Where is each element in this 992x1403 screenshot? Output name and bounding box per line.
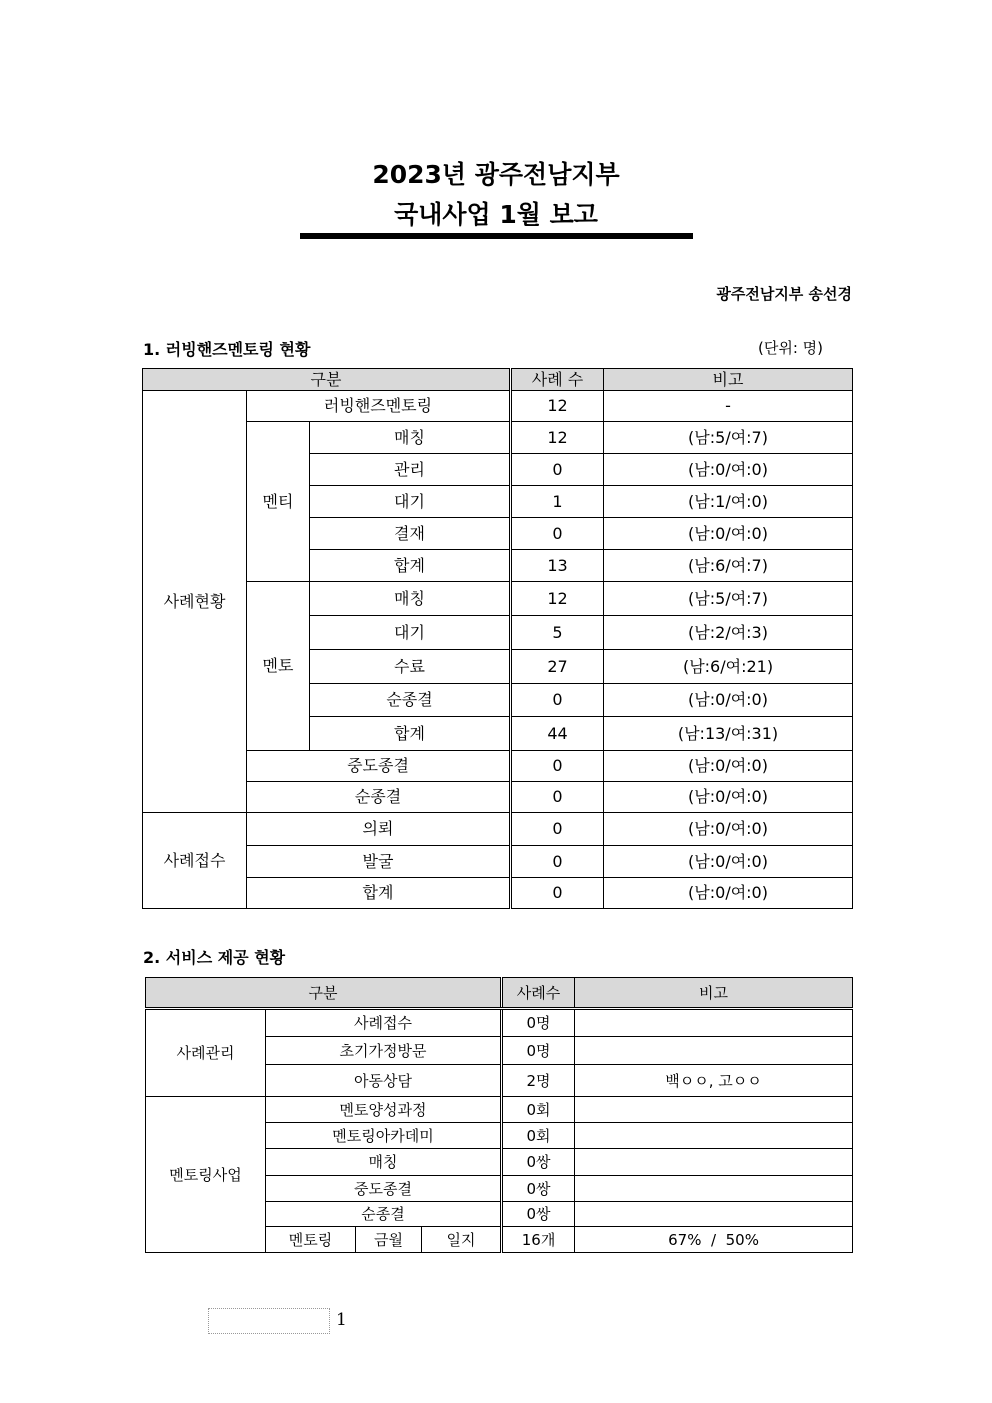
document-title-line1: 2023년 광주전남지부: [372, 160, 620, 189]
journal-label-month: 금월: [356, 1227, 422, 1253]
author: 광주전남지부 송선경: [716, 285, 852, 303]
row-note: (남:0/여:0): [604, 751, 853, 782]
row-label: 매칭: [310, 422, 511, 454]
row-count: 0쌍: [502, 1176, 575, 1202]
row-note: [575, 1176, 853, 1202]
row-label: 중도종결: [266, 1176, 502, 1202]
header-note: 비고: [604, 369, 853, 391]
group-case-status: 사례현황: [143, 391, 247, 813]
row-count: 16개: [502, 1227, 575, 1253]
row-count: 0: [511, 813, 604, 846]
table-header-row: [146, 978, 853, 1009]
row-label: 초기가정방문: [266, 1037, 502, 1065]
journal-label-mentoring: 멘토링: [266, 1227, 356, 1253]
row-note: (남:0/여:0): [604, 684, 853, 717]
header-count: 사례 수: [511, 369, 604, 391]
row-count: 2명: [502, 1065, 575, 1097]
row-label: 대기: [310, 616, 511, 650]
row-note: 67% / 50%: [575, 1227, 853, 1253]
row-note: (남:1/여:0): [604, 486, 853, 518]
row-label: 결재: [310, 518, 511, 550]
row-label: 수료: [310, 650, 511, 684]
journal-label-log: 일지: [422, 1227, 502, 1253]
row-label: 합계: [310, 717, 511, 751]
row-label: 사례접수: [266, 1009, 502, 1037]
title-underline: [300, 233, 693, 239]
row-label: 매칭: [310, 582, 511, 616]
row-label: 아동상담: [266, 1065, 502, 1097]
page-number: 1: [336, 1310, 347, 1330]
row-count: 0: [511, 684, 604, 717]
row-label: 러빙핸즈멘토링: [247, 391, 511, 422]
row-note: (남:5/여:7): [604, 422, 853, 454]
table-row: [143, 846, 853, 878]
row-count: 5: [511, 616, 604, 650]
page-number-box: [208, 1308, 330, 1334]
row-count: 1: [511, 486, 604, 518]
row-note: [575, 1149, 853, 1176]
row-note: [575, 1009, 853, 1037]
row-label: 합계: [310, 550, 511, 582]
row-count: 0회: [502, 1123, 575, 1149]
row-note: (남:6/여:7): [604, 550, 853, 582]
row-count: 13: [511, 550, 604, 582]
row-label: 순종결: [266, 1202, 502, 1227]
table-row: [143, 782, 853, 813]
table-row: [143, 391, 853, 422]
row-note: (남:0/여:0): [604, 518, 853, 550]
row-count: 27: [511, 650, 604, 684]
row-note: (남:0/여:0): [604, 878, 853, 909]
row-note: (남:0/여:0): [604, 782, 853, 813]
table-header-row: [143, 369, 853, 391]
row-count: 12: [511, 391, 604, 422]
row-label: 매칭: [266, 1149, 502, 1176]
table-row: [146, 1097, 853, 1123]
row-count: 0: [511, 751, 604, 782]
unit-label: (단위: 명): [758, 339, 823, 357]
row-count: 0쌍: [502, 1149, 575, 1176]
header-category: 구분: [146, 978, 502, 1009]
row-count: 0명: [502, 1037, 575, 1065]
row-count: 0: [511, 878, 604, 909]
row-note: 백ㅇㅇ, 고ㅇㅇ: [575, 1065, 853, 1097]
row-count: 0명: [502, 1009, 575, 1037]
row-note: [575, 1037, 853, 1065]
header-category: 구분: [143, 369, 511, 391]
row-label: 의뢰: [247, 813, 511, 846]
section1-heading: 1. 러빙핸즈멘토링 현황: [143, 340, 311, 359]
row-label: 대기: [310, 486, 511, 518]
row-note: (남:2/여:3): [604, 616, 853, 650]
row-label: 발굴: [247, 846, 511, 878]
row-count: 0: [511, 454, 604, 486]
row-label: 합계: [247, 878, 511, 909]
group-case-management: 사례관리: [146, 1009, 266, 1097]
row-label: 멘토양성과정: [266, 1097, 502, 1123]
row-note: -: [604, 391, 853, 422]
row-note: [575, 1097, 853, 1123]
row-count: 0회: [502, 1097, 575, 1123]
row-note: (남:6/여:21): [604, 650, 853, 684]
row-note: (남:0/여:0): [604, 454, 853, 486]
row-note: (남:0/여:0): [604, 813, 853, 846]
table-row: [143, 813, 853, 846]
row-count: 44: [511, 717, 604, 751]
row-note: (남:13/여:31): [604, 717, 853, 751]
row-note: [575, 1202, 853, 1227]
row-label: 중도종결: [247, 751, 511, 782]
row-note: (남:5/여:7): [604, 582, 853, 616]
table-row: [143, 878, 853, 909]
section2-heading: 2. 서비스 제공 현황: [143, 948, 286, 967]
service-status-table: [145, 977, 853, 1253]
header-note: 비고: [575, 978, 853, 1009]
row-note: [575, 1123, 853, 1149]
table-row: [143, 582, 853, 616]
document-title-line2: 국내사업 1월 보고: [394, 200, 598, 229]
table-row: [143, 422, 853, 454]
row-label: 순종결: [310, 684, 511, 717]
row-count: 0: [511, 846, 604, 878]
row-count: 0: [511, 518, 604, 550]
group-case-intake: 사례접수: [143, 813, 247, 909]
row-label: 순종결: [247, 782, 511, 813]
group-mentoring-project: 멘토링사업: [146, 1097, 266, 1253]
table-row: [146, 1009, 853, 1037]
row-label: 멘토링아카데미: [266, 1123, 502, 1149]
row-count: 12: [511, 422, 604, 454]
row-note: (남:0/여:0): [604, 846, 853, 878]
table-row: [143, 751, 853, 782]
row-count: 0: [511, 782, 604, 813]
subgroup-mentee: 멘티: [247, 422, 310, 582]
mentoring-status-table: [142, 368, 853, 909]
row-count: 0쌍: [502, 1202, 575, 1227]
subgroup-mentor: 멘토: [247, 582, 310, 751]
header-count: 사례수: [502, 978, 575, 1009]
row-label: 관리: [310, 454, 511, 486]
row-count: 12: [511, 582, 604, 616]
